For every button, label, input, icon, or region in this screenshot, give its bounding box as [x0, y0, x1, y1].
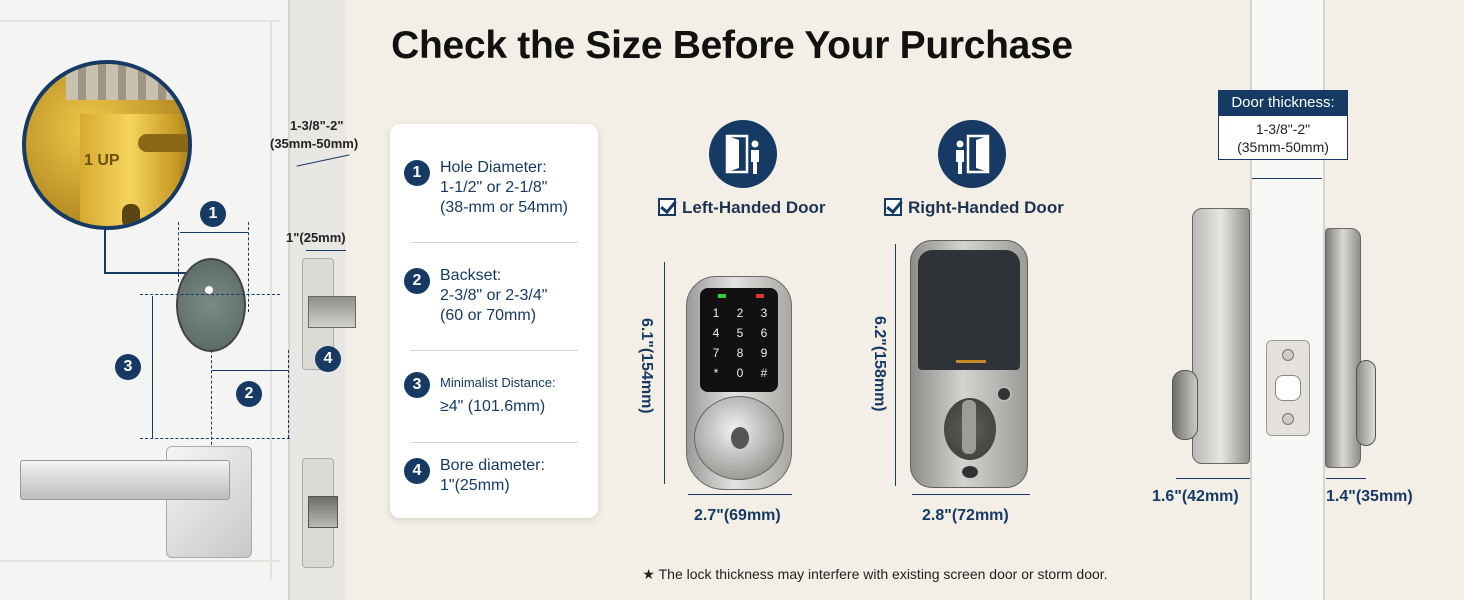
card-item-line1: ≥4" (101.6mm) — [440, 398, 546, 415]
bore-hole — [176, 258, 246, 352]
door-thickness-inch: 1-3/8"-2" — [1255, 121, 1311, 137]
card-item-backset — [402, 266, 592, 326]
door-thickness-value — [1218, 120, 1348, 156]
latch-zoom-circle — [22, 60, 192, 230]
card-separator — [410, 442, 578, 443]
inner-depth-label: 1.4"(35mm) — [1326, 488, 1413, 505]
min-distance-arrow — [152, 296, 153, 438]
keypad-key: 1 — [712, 306, 720, 320]
hole-diameter-arrow — [180, 232, 248, 233]
right-handed-door-icon — [938, 120, 1006, 188]
lock1-width-label: 2.7"(69mm) — [694, 507, 781, 524]
dim-guide — [288, 350, 289, 438]
lever-handle — [20, 460, 230, 500]
keyhole-icon — [731, 427, 749, 449]
strike-plate — [1266, 340, 1310, 436]
keypad-key: 2 — [736, 306, 744, 320]
exterior-lock-side-view — [1192, 208, 1250, 464]
bore-size-arrow — [306, 250, 346, 251]
callout-1: 1 — [200, 201, 226, 227]
lock-dark-panel — [918, 250, 1020, 370]
card-num-1: 1 — [404, 160, 430, 186]
footnote: ★ The lock thickness may interfere with existing screen door or storm door. — [642, 566, 1108, 582]
thumb-turn-lever — [962, 400, 976, 454]
lock1-height-arrow — [664, 262, 665, 484]
card-item-hole-diameter — [402, 158, 592, 218]
callout-4: 4 — [315, 346, 341, 372]
dim-guide — [140, 294, 280, 295]
zoom-pointer-line — [104, 228, 106, 274]
dim-guide — [178, 222, 179, 282]
dim-guide — [211, 350, 212, 450]
card-num-3: 3 — [404, 372, 430, 398]
door-thickness-header: Door thickness: — [1218, 90, 1348, 116]
bore-size-label: 1"(25mm) — [286, 230, 346, 245]
card-item-line1: 2-3/8" or 2-3/4" — [440, 287, 548, 304]
inner-depth-arrow — [1326, 478, 1366, 479]
card-item-title: Minimalist Distance: — [440, 375, 556, 390]
lock2-height-label: 6.2"(158mm) — [871, 316, 888, 412]
card-item-title: Hole Diameter: — [440, 159, 547, 176]
keypad-key: 6 — [760, 326, 768, 340]
keypad-screen — [700, 288, 778, 392]
card-num-4: 4 — [404, 458, 430, 484]
callout-2: 2 — [236, 381, 262, 407]
status-light-bar — [956, 360, 986, 363]
right-handed-door-label: Right-Handed Door — [908, 198, 1064, 217]
bolt-opening — [1275, 375, 1301, 401]
card-separator — [410, 350, 578, 351]
outer-depth-arrow — [1176, 478, 1250, 479]
left-handed-door-label: Left-Handed Door — [682, 198, 826, 217]
card-item-min-distance — [402, 370, 592, 417]
keypad-key: 8 — [736, 346, 744, 360]
hole-center-dot — [205, 286, 213, 294]
right-handed-door-option — [884, 198, 1064, 218]
card-item-line1: 1-1/2" or 2-1/8" — [440, 179, 548, 196]
interior-turn-side — [1356, 360, 1376, 446]
lock2-width-arrow — [912, 494, 1030, 495]
keypad-key: 3 — [760, 306, 768, 320]
card-item-line1: 1"(25mm) — [440, 477, 510, 494]
lock1-width-arrow — [688, 494, 792, 495]
keypad-key: 0 — [736, 366, 744, 380]
status-led-red — [756, 294, 764, 298]
deadbolt — [308, 496, 338, 528]
checkbox-icon — [658, 198, 676, 216]
lock2-height-arrow — [895, 244, 896, 486]
status-led-green — [718, 294, 726, 298]
edge-thickness-mm: (35mm-50mm) — [270, 136, 359, 151]
keyway-knob — [694, 396, 784, 480]
card-item-line2: (60 or 70mm) — [440, 307, 537, 324]
backset-arrow — [212, 370, 288, 371]
keypad-key: 7 — [712, 346, 720, 360]
dim-guide — [140, 438, 290, 439]
card-num-2: 2 — [404, 268, 430, 294]
callout-3: 3 — [115, 354, 141, 380]
battery-screw-icon — [962, 466, 978, 478]
dim-guide — [248, 222, 249, 312]
keypad-key: 9 — [760, 346, 768, 360]
keypad-key: # — [760, 366, 768, 380]
card-item-title: Backset: — [440, 267, 502, 284]
card-separator — [410, 242, 578, 243]
door-thickness-mm: (35mm-50mm) — [1237, 139, 1329, 155]
lock1-height-label: 6.1"(154mm) — [638, 318, 655, 414]
latch-bolt — [308, 296, 356, 328]
keypad-key: * — [713, 366, 719, 380]
door-thickness-arrow — [1252, 178, 1322, 179]
keypad-key: 4 — [712, 326, 720, 340]
exterior-knob-side — [1172, 370, 1198, 440]
card-item-line2: (38-mm or 54mm) — [440, 199, 569, 216]
card-item-title: Bore diameter: — [440, 457, 545, 474]
card-item-bore-diameter — [402, 456, 592, 496]
keypad-key: 5 — [736, 326, 744, 340]
size-info-card — [390, 124, 598, 518]
checkbox-icon — [884, 198, 902, 216]
edge-thickness-label: 1-3/8"-2" — [290, 118, 344, 133]
screw-icon — [1282, 349, 1294, 361]
outer-depth-label: 1.6"(42mm) — [1152, 488, 1239, 505]
latch-stamp-text: 1 UP — [84, 152, 120, 169]
lock2-width-label: 2.8"(72mm) — [922, 507, 1009, 524]
fingerprint-sensor-icon — [996, 386, 1012, 402]
screw-icon — [1282, 413, 1294, 425]
left-handed-door-icon — [709, 120, 777, 188]
left-handed-door-option — [658, 198, 826, 218]
page-title: Check the Size Before Your Purchase — [391, 24, 1073, 67]
